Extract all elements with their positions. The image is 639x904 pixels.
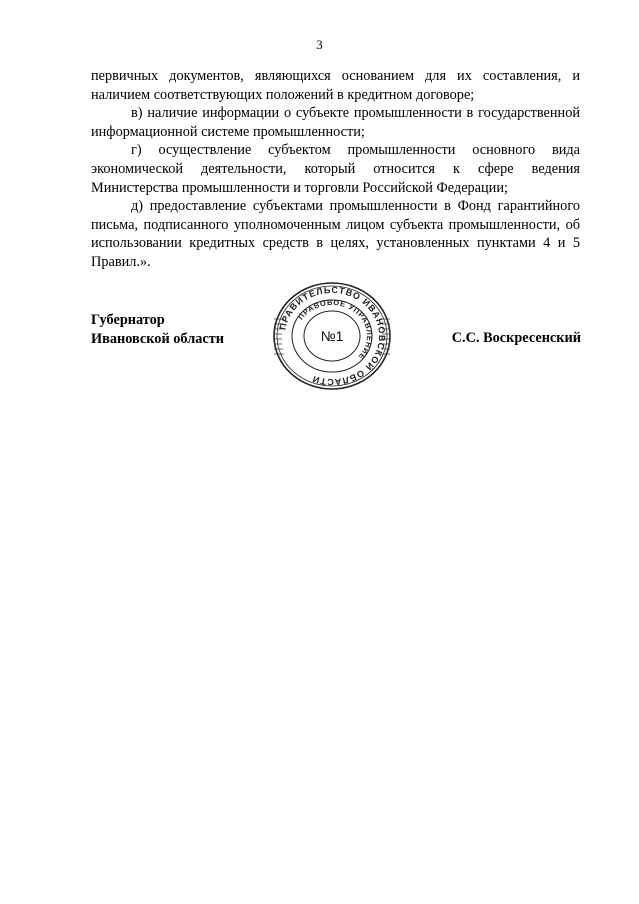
signatory-name: С.С. Воскресенский — [451, 330, 581, 346]
paragraph-item-v: в) наличие информации о субъекте промышленности в государственной информационной системе промышленности; — [91, 105, 580, 140]
paragraph-item-g: г) осуществление субъектом промышленности основного вида экономической деятельности, который относится к сфере ведения Министерства промышленности и торговли Российской Федерации; — [91, 142, 580, 196]
seal-inner-textpath: ПРАВОВОЕ УПРАВЛЕНИЕ — [296, 297, 375, 362]
page-number: 3 — [316, 37, 323, 52]
official-seal — [270, 281, 394, 391]
paragraph-continuation: первичных документов, являющихся основанием для их составления, и наличием соответствующих положений в кредитном договоре; — [91, 68, 580, 103]
signature-title-line2: Ивановской области — [91, 330, 224, 347]
signature-title — [91, 311, 224, 348]
paragraph-item-d: д) предоставление субъектами промышленности в Фонд гарантийного письма, подписанного уполномоченным лицом субъекта промышленности, об использовании кредитных средств в целях, установленных пунктами 4 и 5 Правил.». — [91, 198, 580, 270]
seal-number: №1 — [320, 328, 344, 344]
signature-title-line1: Губернатор — [91, 312, 165, 328]
document-body — [91, 67, 580, 272]
seal-outer-textpath: ПРАВИТЕЛЬСТВО ИВАНОВСКОЙ ОБЛАСТИ — [277, 284, 388, 388]
